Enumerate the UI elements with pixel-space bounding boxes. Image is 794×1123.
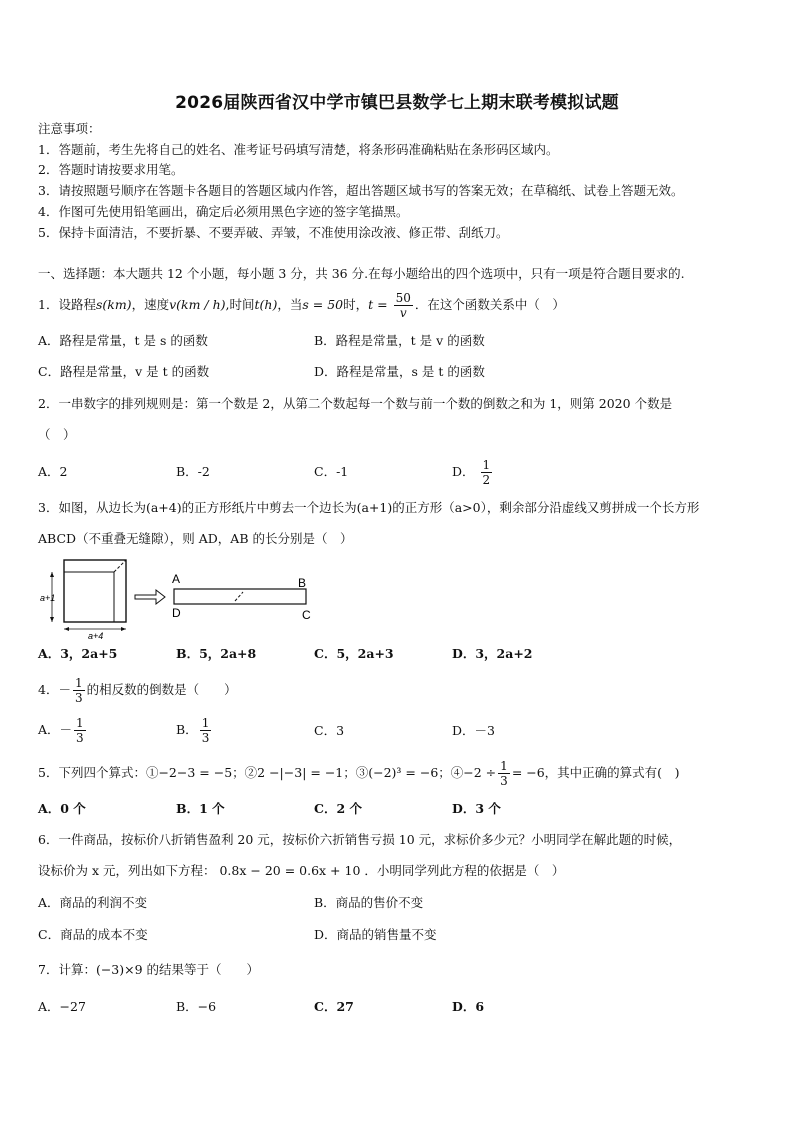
q4-option-b-fraction [200, 717, 212, 744]
fraction-numerator: 1 [74, 676, 83, 690]
inner-square-edge [64, 572, 114, 622]
q4-suffix: 的相反数的倒数是（ ） [86, 682, 237, 697]
q1-text: ．在这个函数关系中（ ） [414, 297, 565, 312]
q3-option-d[interactable]: D．3，2a+2 [452, 646, 533, 661]
q4-prefix: 4．－ [38, 682, 71, 697]
arrow-icon [50, 572, 54, 577]
question-6: 6．一件商品，按标价八折销售盈利 20 元，按标价六折销售亏损 10 元，求标价多少元？小明同学在解此题的时候， [38, 832, 682, 847]
question-2-paren: （ ） [38, 427, 76, 442]
q6-option-a[interactable]: A．商品的利润不变 [38, 895, 148, 910]
fraction-numerator: 1 [500, 759, 508, 773]
q1-text: ,时间 [225, 297, 255, 312]
q4-option-b-label: B． [176, 722, 198, 737]
dashed-cut-line [114, 560, 126, 572]
q3-option-b[interactable]: B．5，2a+8 [176, 646, 257, 661]
side-label: a+1 [40, 593, 56, 603]
page-title: 2026届陕西省汉中学市镇巴县数学七上期末联考模拟试题 [175, 93, 619, 113]
q5-option-b[interactable]: B．1 个 [176, 801, 225, 816]
q1-math: t(h) [254, 297, 278, 312]
q5-fraction [498, 760, 510, 787]
notice-item: 4．作图可先使用铅笔画出，确定后必须用黑色字迹的签字笔描黑。 [38, 204, 409, 219]
vertex-a-label: A [172, 572, 181, 586]
q4-fraction [73, 677, 85, 704]
right-arrow-icon [135, 590, 165, 604]
q2-option-b[interactable]: B．-2 [176, 464, 210, 479]
arrow-icon [121, 627, 126, 631]
question-7: 7．计算：(−3)×9 的结果等于（ ） [38, 962, 260, 977]
dashed-cut-line [235, 592, 243, 601]
q4-option-a-label: A．－ [38, 722, 73, 737]
q1-option-b[interactable]: B．路程是常量，t 是 v 的函数 [314, 333, 485, 348]
fraction-denominator: 3 [76, 731, 84, 745]
q5-option-c[interactable]: C．2 个 [314, 801, 362, 816]
q1-math: v(km / h) [169, 297, 226, 312]
q6-option-b[interactable]: B．商品的售价不变 [314, 895, 424, 910]
question-1 [38, 290, 565, 320]
question-6-line2: 设标价为 x 元，列出如下方程： 0.8x − 20 = 0.6x + 10 ．小明同学列此方程的依据是（ ） [38, 863, 565, 878]
question-5 [38, 756, 679, 790]
fraction-denominator: v [399, 306, 407, 320]
q2-option-c[interactable]: C．-1 [314, 464, 349, 479]
q3-figure [38, 555, 328, 640]
q7-option-c[interactable]: C．27 [314, 999, 354, 1014]
notice-heading: 注意事项： [38, 121, 101, 136]
q4-option-a[interactable] [38, 712, 88, 748]
q1-text: 时， [343, 297, 369, 312]
q5-option-a[interactable]: A．0 个 [38, 801, 86, 816]
fraction-numerator: 50 [395, 291, 411, 305]
q2-option-d-label: D． [452, 464, 475, 479]
fraction-numerator: 1 [76, 716, 84, 730]
vertex-b-label: B [298, 576, 307, 590]
notice-item: 2．答题时请按要求用笔。 [38, 162, 184, 177]
q2-option-a[interactable]: A．2 [38, 464, 68, 479]
q4-option-b[interactable] [176, 712, 213, 748]
q2-option-d-fraction [481, 459, 493, 486]
q1-option-a[interactable]: A．路程是常量，t 是 s 的函数 [38, 333, 208, 348]
fraction-denominator: 3 [500, 774, 508, 788]
q7-option-d[interactable]: D．6 [452, 999, 485, 1014]
q7-option-a[interactable]: A．−27 [38, 999, 86, 1014]
fraction-denominator: 3 [74, 691, 83, 705]
outer-square [64, 560, 126, 622]
q1-text: ，当 [277, 297, 303, 312]
q5-text: 5．下列四个算式：①−2−3 = −5；②2 −|−3| = −1；③(−2)³ = −6；④−2 ÷ [38, 765, 497, 780]
q1-math: s(km) [95, 297, 132, 312]
q1-option-c[interactable]: C．路程是常量，v 是 t 的函数 [38, 364, 210, 379]
fraction-numerator: 1 [482, 458, 491, 472]
q1-text: 1．设路程 [38, 297, 96, 312]
question-4 [38, 673, 237, 707]
section-heading: 一、选择题：本大题共 12 个小题，每小题 3 分，共 36 分.在每小题给出的四个选项中，只有一项是符合题目要求的. [38, 266, 685, 281]
q1-math: s = 50 [302, 297, 344, 312]
question-2: 2．一串数字的排列规则是：第一个数是 2，从第二个数起每一个数与前一个数的倒数之和为 1，则第 2020 个数是 [38, 396, 673, 411]
fraction-denominator: 3 [201, 731, 210, 745]
notice-item: 5．保持卡面清洁，不要折暴、不要弄破、弄皱，不准使用涂改液、修正带、刮纸刀。 [38, 225, 509, 240]
question-3: 3．如图，从边长为(a+4)的正方形纸片中剪去一个边长为(a+1)的正方形（a>0），剩余部分沿虚线又剪拼成一个长方形 [38, 500, 700, 515]
rectangle-abcd [174, 589, 306, 604]
q1-text: ，速度 [131, 297, 170, 312]
q4-option-c[interactable]: C．3 [314, 723, 345, 738]
fraction-numerator: 1 [201, 716, 210, 730]
notice-item: 3．请按照题号顺序在答题卡各题目的答题区域内作答，超出答题区域书写的答案无效；在草稿纸、试卷上答题无效。 [38, 183, 684, 198]
q5-text: = −6，其中正确的算式有( ) [511, 765, 680, 780]
q1-math: t = [368, 297, 388, 312]
vertex-d-label: D [172, 606, 181, 620]
q7-option-b[interactable]: B．−6 [176, 999, 217, 1014]
q3-option-a[interactable]: A．3，2a+5 [38, 646, 118, 661]
vertex-c-label: C [302, 608, 311, 622]
q6-option-d[interactable]: D．商品的销售量不变 [314, 927, 437, 942]
arrow-icon [64, 627, 69, 631]
q4-option-a-fraction [74, 717, 86, 744]
q1-option-d[interactable]: D．路程是常量，s 是 t 的函数 [314, 364, 485, 379]
q1-fraction [394, 292, 413, 319]
question-3-line2: ABCD（不重叠无缝隙），则 AD，AB 的长分别是（ ） [38, 531, 353, 546]
q3-option-c[interactable]: C．5，2a+3 [314, 646, 394, 661]
notice-item: 1．答题前，考生先将自己的姓名、准考证号码填写清楚，将条形码准确粘贴在条形码区域内。 [38, 142, 559, 157]
q4-option-d[interactable]: D．－3 [452, 723, 495, 738]
bottom-label: a+4 [88, 631, 104, 640]
fraction-denominator: 2 [482, 473, 491, 487]
q5-option-d[interactable]: D．3 个 [452, 801, 501, 816]
arrow-icon [50, 617, 54, 622]
q6-option-c[interactable]: C．商品的成本不变 [38, 927, 148, 942]
q2-option-d[interactable] [452, 452, 494, 492]
